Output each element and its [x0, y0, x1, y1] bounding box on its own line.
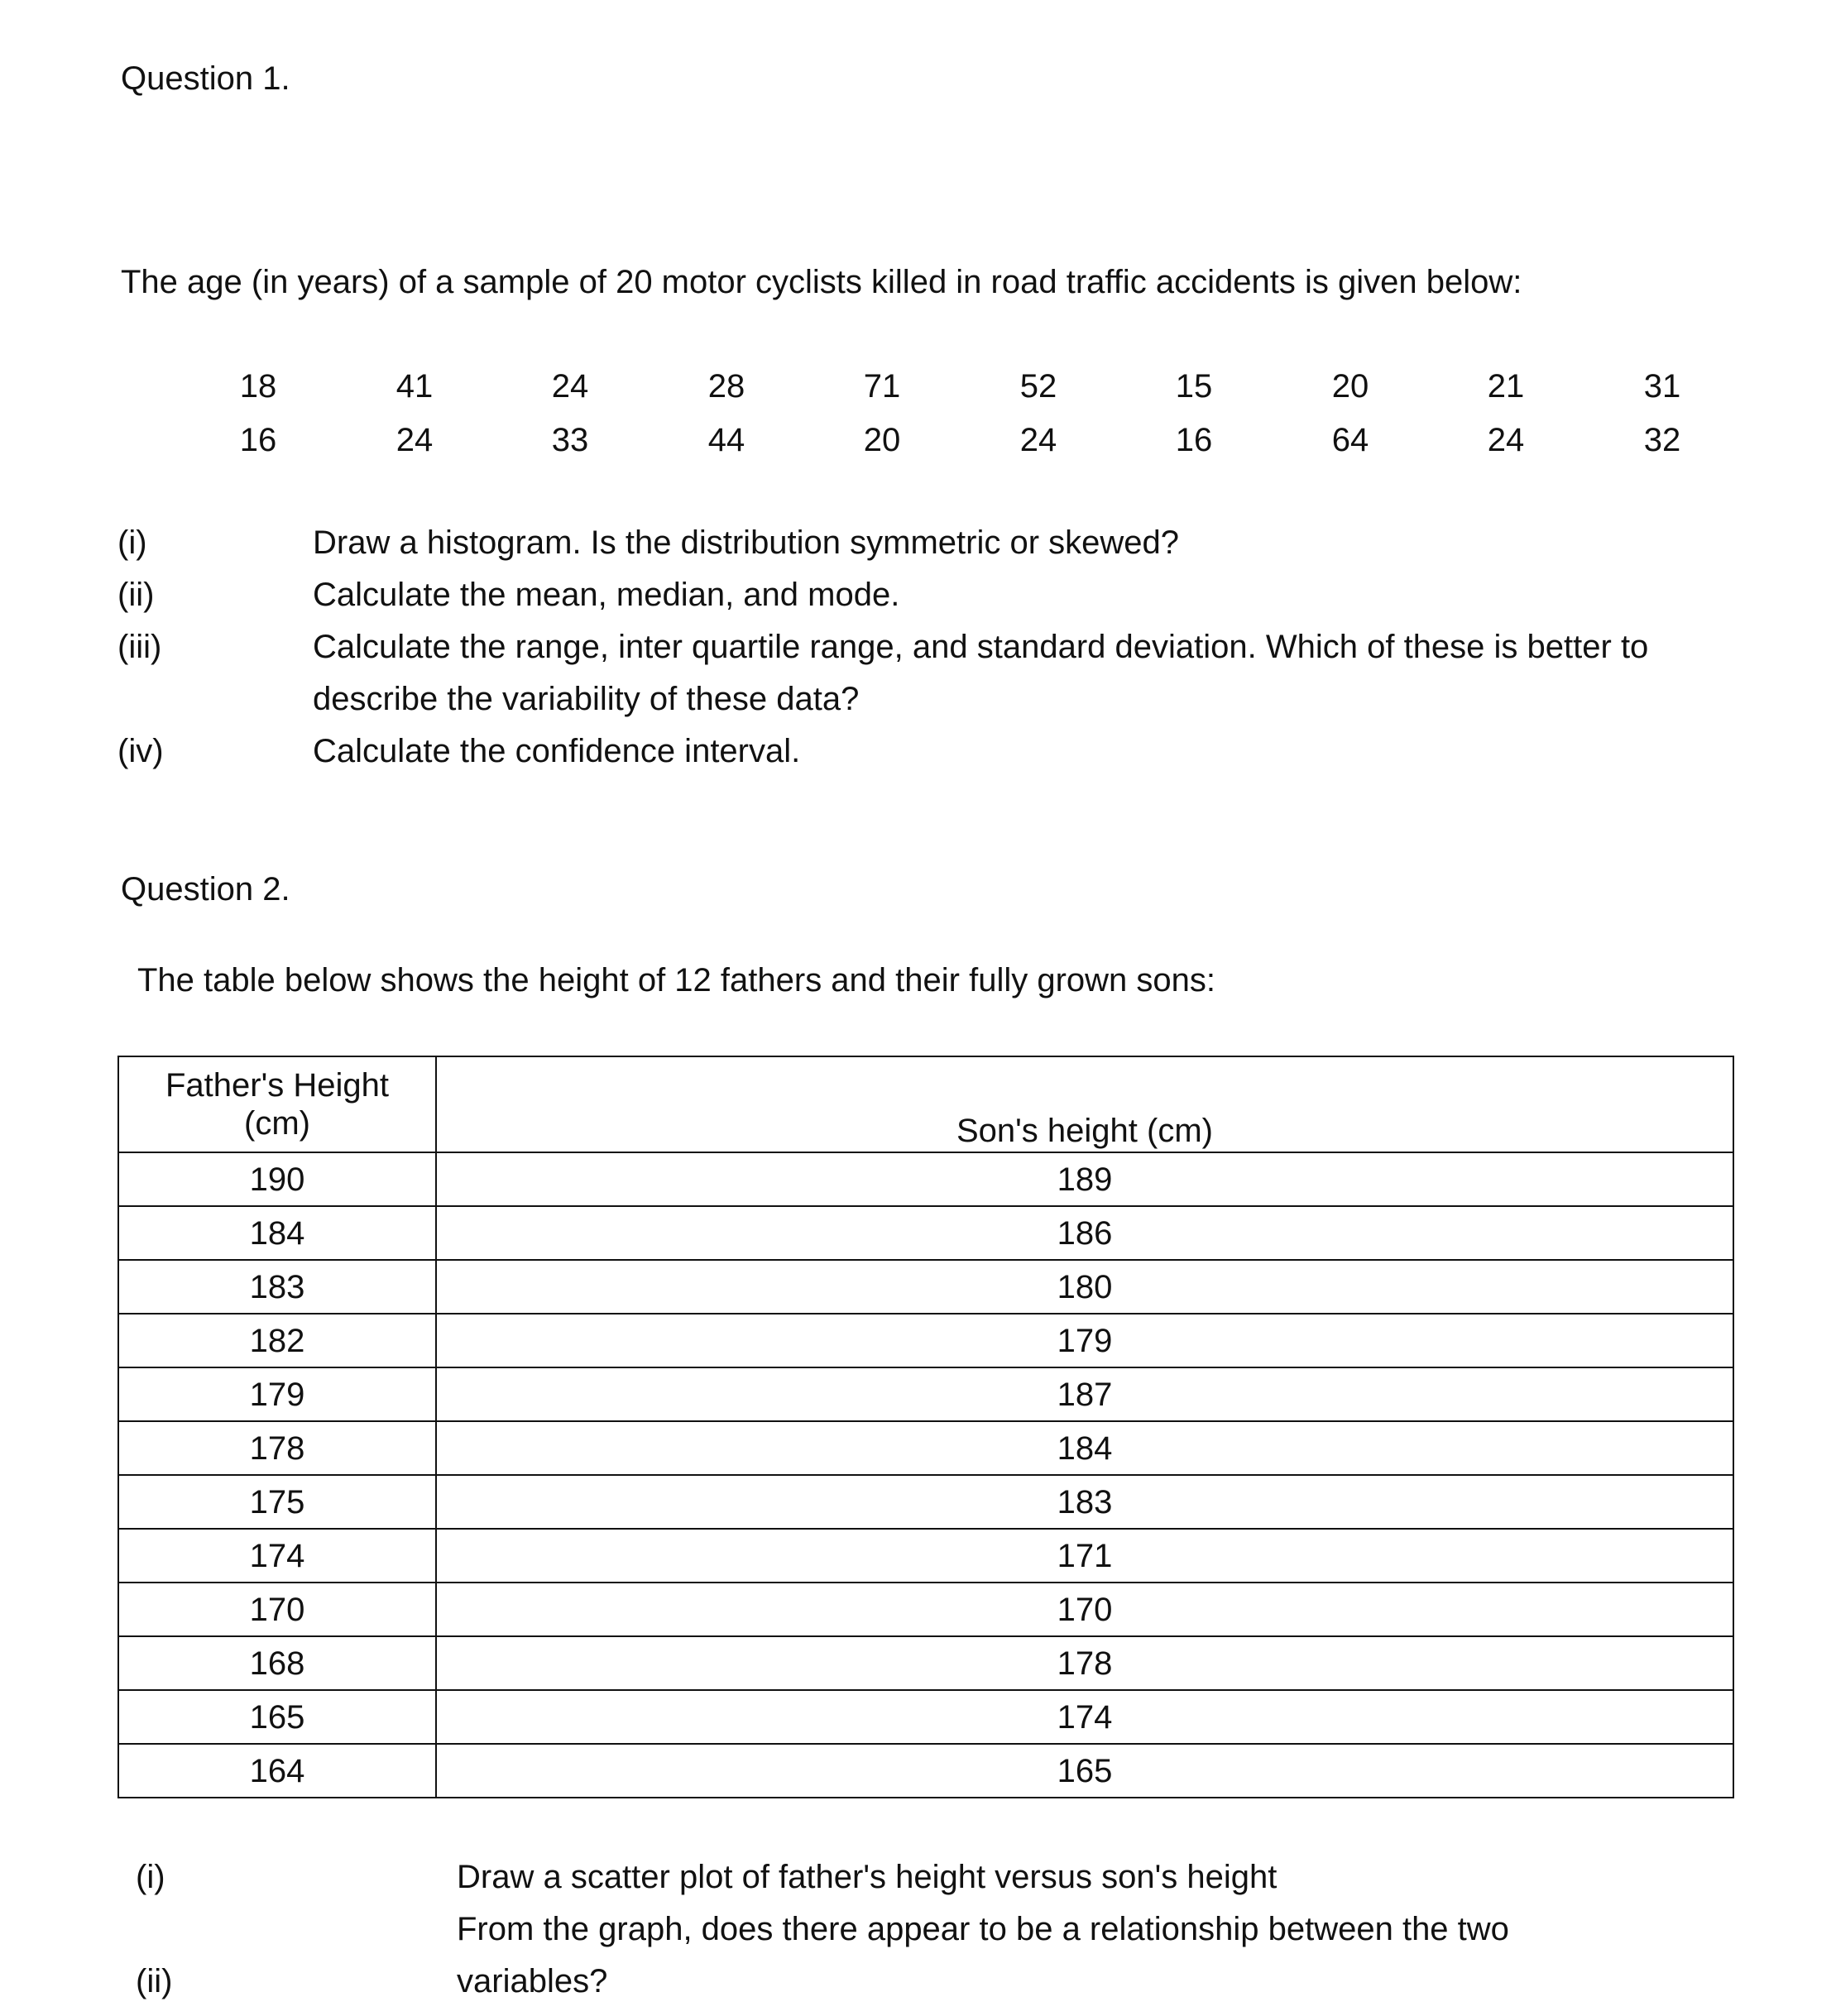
age-value: 18 [239, 368, 277, 405]
father-height-cell: 183 [118, 1260, 436, 1314]
father-height-cell: 179 [118, 1367, 436, 1421]
father-height-cell: 170 [118, 1583, 436, 1636]
part-text-continued: variables? [457, 1963, 608, 1999]
father-height-cell: 168 [118, 1636, 436, 1690]
son-height-cell: 184 [436, 1421, 1733, 1475]
son-height-cell: 165 [436, 1744, 1733, 1798]
question-2-title: Question 2. [121, 871, 290, 907]
age-value: 28 [707, 368, 745, 405]
table-row [118, 1367, 1733, 1421]
part-label: (ii) [117, 577, 155, 613]
question-1-intro: The age (in years) of a sample of 20 motor cyclists killed in road traffic accidents is given below: [121, 264, 1522, 300]
table-row [118, 1475, 1733, 1529]
table-row [118, 1583, 1733, 1636]
part-label: (iv) [117, 733, 164, 769]
table-header-row [118, 1056, 1733, 1152]
father-height-cell: 178 [118, 1421, 436, 1475]
age-value: 15 [1175, 368, 1213, 405]
son-height-cell: 187 [436, 1367, 1733, 1421]
part-text: Draw a scatter plot of father's height versus son's height [457, 1859, 1278, 1895]
part-label: (i) [136, 1859, 165, 1895]
part-text-continued: describe the variability of these data? [313, 681, 860, 717]
part-text: Calculate the range, inter quartile range, and standard deviation. Which of these is better to [313, 629, 1649, 665]
father-height-cell: 184 [118, 1206, 436, 1260]
son-height-cell: 170 [436, 1583, 1733, 1636]
father-height-cell: 175 [118, 1475, 436, 1529]
son-height-cell: 183 [436, 1475, 1733, 1529]
table-row [118, 1152, 1733, 1206]
age-value: 24 [395, 422, 434, 458]
father-height-cell: 165 [118, 1690, 436, 1744]
age-value: 41 [395, 368, 434, 405]
part-text: From the graph, does there appear to be a relationship between the two [457, 1911, 1509, 1947]
age-value: 52 [1019, 368, 1057, 405]
father-height-header [118, 1056, 436, 1152]
age-value: 21 [1487, 368, 1525, 405]
table-row [118, 1529, 1733, 1583]
father-height-cell: 174 [118, 1529, 436, 1583]
age-value: 20 [863, 422, 901, 458]
age-value: 24 [551, 368, 589, 405]
age-value: 31 [1643, 368, 1681, 405]
table-row [118, 1690, 1733, 1744]
son-height-cell: 178 [436, 1636, 1733, 1690]
father-height-cell: 190 [118, 1152, 436, 1206]
father-height-cell: 182 [118, 1314, 436, 1367]
son-height-cell: 180 [436, 1260, 1733, 1314]
son-height-header: Son's height (cm) [436, 1056, 1733, 1152]
age-value: 33 [551, 422, 589, 458]
table-row [118, 1206, 1733, 1260]
son-height-cell: 171 [436, 1529, 1733, 1583]
father-height-cell: 164 [118, 1744, 436, 1798]
age-value: 16 [239, 422, 277, 458]
age-value: 20 [1331, 368, 1369, 405]
age-value: 44 [707, 422, 745, 458]
table-row [118, 1260, 1733, 1314]
part-text: Calculate the mean, median, and mode. [313, 577, 900, 613]
age-value: 24 [1487, 422, 1525, 458]
part-label: (iii) [117, 629, 162, 665]
son-height-cell: 186 [436, 1206, 1733, 1260]
age-value: 24 [1019, 422, 1057, 458]
age-value: 32 [1643, 422, 1681, 458]
table-row [118, 1314, 1733, 1367]
age-value: 64 [1331, 422, 1369, 458]
age-value: 71 [863, 368, 901, 405]
question-1-title: Question 1. [121, 60, 290, 97]
table-row [118, 1636, 1733, 1690]
son-height-cell: 174 [436, 1690, 1733, 1744]
heights-table [117, 1056, 1734, 1798]
table-row [118, 1421, 1733, 1475]
header-line: (cm) [244, 1105, 310, 1142]
part-text: Draw a histogram. Is the distribution symmetric or skewed? [313, 524, 1180, 561]
header-line: Father's Height [165, 1067, 389, 1104]
question-2-intro: The table below shows the height of 12 fathers and their fully grown sons: [137, 962, 1215, 998]
table-row [118, 1744, 1733, 1798]
son-height-cell: 179 [436, 1314, 1733, 1367]
part-text: Calculate the confidence interval. [313, 733, 801, 769]
age-value: 16 [1175, 422, 1213, 458]
part-label: (i) [117, 524, 147, 561]
part-label: (ii) [136, 1963, 173, 1999]
son-height-cell: 189 [436, 1152, 1733, 1206]
